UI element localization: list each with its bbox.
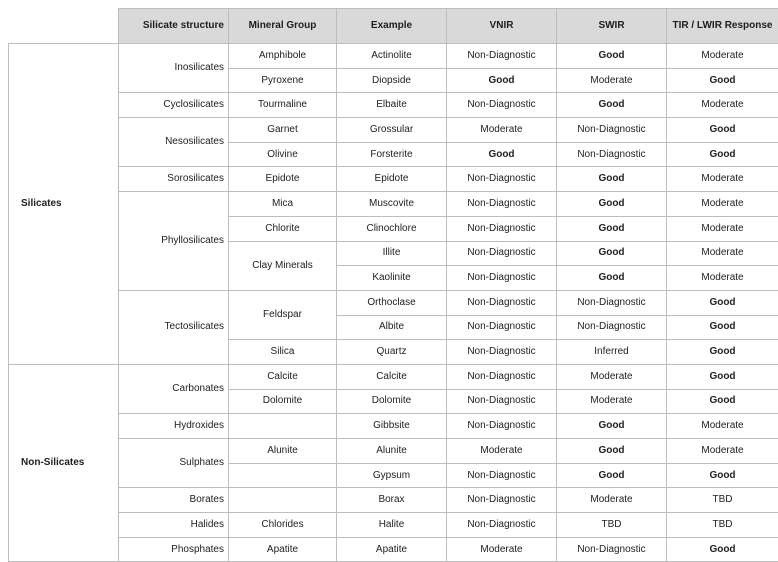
example-cell: Elbaite xyxy=(337,93,447,118)
swir-cell: Good xyxy=(557,241,667,266)
swir-cell: Good xyxy=(557,414,667,439)
structure-cell: Cyclosilicates xyxy=(119,93,229,118)
vnir-cell: Non-Diagnostic xyxy=(447,167,557,192)
table-row xyxy=(9,513,778,538)
example-cell: Albite xyxy=(337,315,447,340)
swir-cell: Non-Diagnostic xyxy=(557,537,667,562)
example-cell: Diopside xyxy=(337,68,447,93)
vnir-cell: Non-Diagnostic xyxy=(447,290,557,315)
header-tir: TIR / LWIR Response xyxy=(667,9,778,44)
structure-cell: Nesosilicates xyxy=(119,118,229,167)
table-row xyxy=(9,167,778,192)
group-cell: Calcite xyxy=(229,364,337,389)
example-cell: Actinolite xyxy=(337,44,447,69)
tir-cell: Moderate xyxy=(667,192,778,217)
vnir-cell: Non-Diagnostic xyxy=(447,216,557,241)
example-cell: Epidote xyxy=(337,167,447,192)
swir-cell: Moderate xyxy=(557,389,667,414)
structure-cell: Borates xyxy=(119,488,229,513)
table-row xyxy=(9,118,778,143)
example-cell: Gypsum xyxy=(337,463,447,488)
tir-cell: Moderate xyxy=(667,414,778,439)
swir-cell: Inferred xyxy=(557,340,667,365)
swir-cell: Moderate xyxy=(557,68,667,93)
table-row xyxy=(9,439,778,464)
example-cell: Illite xyxy=(337,241,447,266)
swir-cell: Good xyxy=(557,439,667,464)
table-row xyxy=(9,364,778,389)
vnir-cell: Non-Diagnostic xyxy=(447,192,557,217)
example-cell: Alunite xyxy=(337,439,447,464)
structure-cell: Sulphates xyxy=(119,439,229,488)
structure-cell: Sorosilicates xyxy=(119,167,229,192)
table-row xyxy=(9,192,778,217)
example-cell: Forsterite xyxy=(337,142,447,167)
group-cell: Chlorite xyxy=(229,216,337,241)
swir-cell: Good xyxy=(557,44,667,69)
header-category xyxy=(9,9,119,44)
vnir-cell: Non-Diagnostic xyxy=(447,389,557,414)
structure-cell: Hydroxides xyxy=(119,414,229,439)
vnir-cell: Non-Diagnostic xyxy=(447,414,557,439)
tir-cell: TBD xyxy=(667,488,778,513)
group-cell: Amphibole xyxy=(229,44,337,69)
swir-cell: Good xyxy=(557,266,667,291)
tir-cell: Good xyxy=(667,68,778,93)
tir-cell: Moderate xyxy=(667,167,778,192)
vnir-cell: Non-Diagnostic xyxy=(447,463,557,488)
category-cell: Silicates xyxy=(9,44,119,365)
group-cell: Epidote xyxy=(229,167,337,192)
tir-cell: Moderate xyxy=(667,266,778,291)
header-vnir: VNIR xyxy=(447,9,557,44)
swir-cell: Non-Diagnostic xyxy=(557,118,667,143)
tir-cell: Good xyxy=(667,118,778,143)
swir-cell: Non-Diagnostic xyxy=(557,142,667,167)
group-cell: Pyroxene xyxy=(229,68,337,93)
tir-cell: Good xyxy=(667,142,778,167)
swir-cell: Good xyxy=(557,216,667,241)
example-cell: Calcite xyxy=(337,364,447,389)
group-cell: Feldspar xyxy=(229,290,337,339)
vnir-cell: Non-Diagnostic xyxy=(447,364,557,389)
swir-cell: Non-Diagnostic xyxy=(557,315,667,340)
header-swir: SWIR xyxy=(557,9,667,44)
tir-cell: Moderate xyxy=(667,44,778,69)
group-cell: Mica xyxy=(229,192,337,217)
vnir-cell: Moderate xyxy=(447,439,557,464)
tir-cell: Moderate xyxy=(667,216,778,241)
swir-cell: Good xyxy=(557,192,667,217)
vnir-cell: Non-Diagnostic xyxy=(447,340,557,365)
group-cell xyxy=(229,414,337,439)
tir-cell: Good xyxy=(667,315,778,340)
structure-cell: Tectosilicates xyxy=(119,290,229,364)
example-cell: Grossular xyxy=(337,118,447,143)
structure-cell: Inosilicates xyxy=(119,44,229,93)
example-cell: Apatite xyxy=(337,537,447,562)
tir-cell: Good xyxy=(667,290,778,315)
tir-cell: Good xyxy=(667,537,778,562)
vnir-cell: Non-Diagnostic xyxy=(447,44,557,69)
example-cell: Gibbsite xyxy=(337,414,447,439)
vnir-cell: Moderate xyxy=(447,118,557,143)
structure-cell: Carbonates xyxy=(119,364,229,413)
example-cell: Dolomite xyxy=(337,389,447,414)
group-cell: Clay Minerals xyxy=(229,241,337,290)
group-cell: Alunite xyxy=(229,439,337,464)
group-cell xyxy=(229,463,337,488)
group-cell: Apatite xyxy=(229,537,337,562)
tir-cell: Good xyxy=(667,364,778,389)
table-row xyxy=(9,488,778,513)
table-row xyxy=(9,414,778,439)
example-cell: Muscovite xyxy=(337,192,447,217)
swir-cell: Moderate xyxy=(557,488,667,513)
vnir-cell: Non-Diagnostic xyxy=(447,93,557,118)
table-row xyxy=(9,290,778,315)
header-mineral-group: Mineral Group xyxy=(229,9,337,44)
swir-cell: Good xyxy=(557,167,667,192)
vnir-cell: Good xyxy=(447,142,557,167)
group-cell: Garnet xyxy=(229,118,337,143)
structure-cell: Phyllosilicates xyxy=(119,192,229,291)
vnir-cell: Non-Diagnostic xyxy=(447,315,557,340)
tir-cell: Moderate xyxy=(667,241,778,266)
swir-cell: Good xyxy=(557,93,667,118)
category-cell: Non-Silicates xyxy=(9,364,119,562)
structure-cell: Phosphates xyxy=(119,537,229,562)
group-cell: Olivine xyxy=(229,142,337,167)
tir-cell: Good xyxy=(667,463,778,488)
example-cell: Orthoclase xyxy=(337,290,447,315)
header-example: Example xyxy=(337,9,447,44)
swir-cell: Good xyxy=(557,463,667,488)
vnir-cell: Non-Diagnostic xyxy=(447,266,557,291)
tir-cell: Good xyxy=(667,389,778,414)
example-cell: Borax xyxy=(337,488,447,513)
example-cell: Kaolinite xyxy=(337,266,447,291)
vnir-cell: Moderate xyxy=(447,537,557,562)
table-row xyxy=(9,537,778,562)
vnir-cell: Non-Diagnostic xyxy=(447,488,557,513)
table-row xyxy=(9,93,778,118)
vnir-cell: Non-Diagnostic xyxy=(447,513,557,538)
table-row xyxy=(9,44,778,69)
vnir-cell: Non-Diagnostic xyxy=(447,241,557,266)
swir-cell: Moderate xyxy=(557,364,667,389)
tir-cell: Moderate xyxy=(667,439,778,464)
swir-cell: Non-Diagnostic xyxy=(557,290,667,315)
mineral-response-table xyxy=(8,8,778,562)
tir-cell: TBD xyxy=(667,513,778,538)
example-cell: Halite xyxy=(337,513,447,538)
group-cell: Tourmaline xyxy=(229,93,337,118)
swir-cell: TBD xyxy=(557,513,667,538)
vnir-cell: Good xyxy=(447,68,557,93)
example-cell: Quartz xyxy=(337,340,447,365)
header-row xyxy=(9,9,778,44)
group-cell: Chlorides xyxy=(229,513,337,538)
tir-cell: Good xyxy=(667,340,778,365)
tir-cell: Moderate xyxy=(667,93,778,118)
example-cell: Clinochlore xyxy=(337,216,447,241)
group-cell: Dolomite xyxy=(229,389,337,414)
group-cell xyxy=(229,488,337,513)
header-silicate-structure: Silicate structure xyxy=(119,9,229,44)
group-cell: Silica xyxy=(229,340,337,365)
structure-cell: Halides xyxy=(119,513,229,538)
